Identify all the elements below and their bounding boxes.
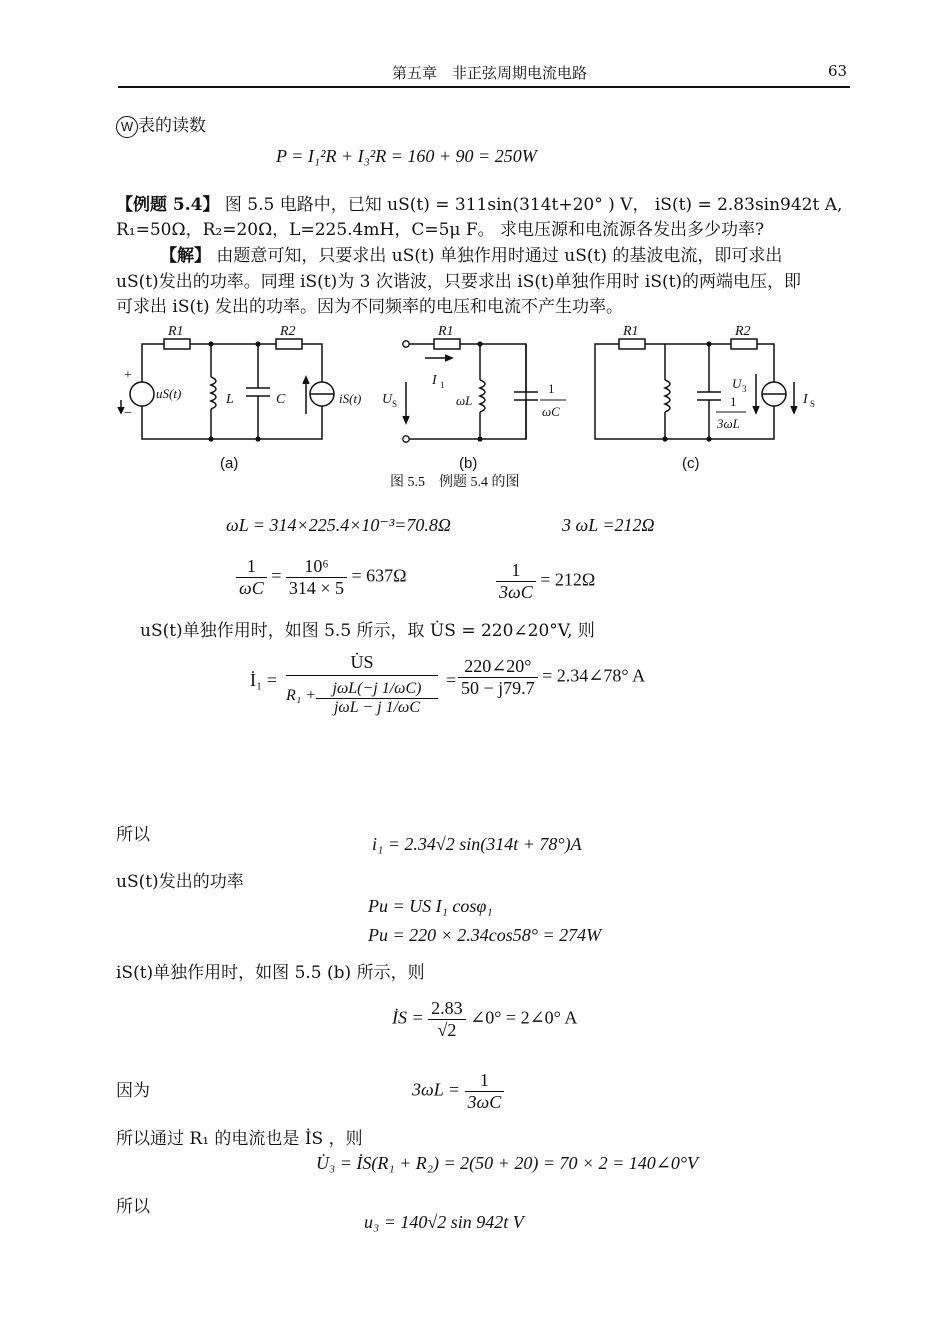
i1-lhs: İ₁ = [250,670,277,690]
res-lhs: 3ωL = [412,1079,461,1100]
label-c-a: C [276,392,286,407]
so-label-2: 所以 [116,1197,150,1217]
i1-result: = 2.34∠78° A [542,665,646,686]
label-wc-b: ωC [542,404,560,419]
resistor-r2-a [276,339,302,349]
page-number: 63 [828,62,848,80]
i1-mid-denominator: 50 − j79.7 [461,678,535,698]
resistor-r1-a [164,339,190,349]
i1-numerator: U̇S [286,652,438,676]
label-minus-a: − [124,406,132,421]
chapter-title: 第五章 非正弦周期电流电路 [392,64,588,82]
inductor-c [665,380,670,412]
i1-inner-denominator: jωL − j 1/ωC [333,699,420,716]
i1-mid-fraction [458,656,645,699]
i1-denominator [286,680,438,716]
header-rule [118,86,850,88]
pu-value: Pu = 220 × 2.34cos58° = 274W [368,925,602,945]
label-us-a: uS(t) [156,386,182,401]
example-line-1 [116,190,842,215]
label-r1-b: R1 [438,324,454,339]
power-equation: P = I₁²R + I₃²R = 160 + 90 = 250W [276,146,537,166]
i1-time-equation: i₁ = 2.34√2 sin(314t + 78°)A [372,834,582,854]
frac1-result: = 637Ω [351,565,407,586]
w3l-equation: 3 ωL =212Ω [562,515,655,535]
solution-line-1 [160,241,782,266]
label-u3-c: U [732,376,742,391]
is-lhs: İS = [392,1007,424,1028]
label-wl-b: ωL [456,393,473,408]
figure-caption: 图 5.5 例题 5.4 的图 [390,475,520,490]
reactance-c-equation: $\frac{1}{\omega C}$ = $\frac{\text{10⁶}}{314 \times 5}$ = 637Ω [236,556,407,599]
resistor-r2-c [731,339,757,349]
because-label: 因为 [116,1081,150,1101]
label-i1-b: I [432,373,437,388]
label-is-sub-c: S [810,399,816,409]
example-text-1: 图 5.5 电路中，已知 uS(t) = 311sin(314t+20° ) V， iS(t) = 2.83sin942t A, [224,195,843,215]
label-plus-a: + [124,368,132,383]
label-r2-a: R2 [280,324,296,339]
meter-reading-line [116,111,206,138]
is-result: ∠0° = 2∠0° A [470,1007,578,1028]
sub-label-c: (c) [682,455,700,472]
frac1-mid-denominator: 314 × 5 [288,578,345,598]
voltage-source-a [130,382,154,406]
is-numerator: 2.83 [428,998,466,1020]
label-i1-sub-b: 1 [440,380,445,390]
i1-equals: = [446,670,457,690]
frac2-denominator: 3ωC [499,582,533,602]
pu-formula: Pu = US I₁ cosφ₁ [368,896,493,916]
resistor-r1-b [434,339,460,349]
label-r2-c: R2 [735,324,751,339]
frac1-numerator: 1 [236,556,267,578]
so-label-1: 所以 [116,825,150,845]
label-3wl-c: 3ωL [717,416,740,431]
inductor-b [480,380,485,412]
solution-label: 【解】 [160,246,211,266]
label-one-b: 1 [548,381,555,396]
example-line-2: R₁=50Ω，R₂=20Ω，L=225.4mH，C=5μ F。 求电压源和电流源各发出多少功率? [116,220,765,240]
label-u3-sub-c: 3 [742,384,747,394]
i1-mid-numerator: 220∠20° [458,656,538,678]
frac1-denominator: ωC [239,578,264,598]
is-alone-line: iS(t)单独作用时，如图 5.5 (b) 所示，则 [116,963,425,983]
label-l-a: L [226,392,234,407]
frac2-numerator: 1 [496,560,536,582]
i1-fraction [286,652,438,716]
label-r1-c: R1 [623,324,639,339]
label-us-sub-b: S [392,399,398,409]
wl-equation: ωL = 314×225.4×10⁻³=70.8Ω [226,515,451,535]
res-numerator: 1 [465,1070,505,1092]
resistor-r1-c [619,339,645,349]
label-is-a: iS(t) [339,391,362,406]
is-denominator: √2 [437,1020,457,1040]
solution-line-2: uS(t)发出的功率。同理 iS(t)为 3 次谐波，只要求出 iS(t)单独作用时 iS(t)的两端电压，即 [116,272,802,292]
u3-equation: U̇₃ = İS(R₁ + R₂) = 2(50 + 20) = 70 × 2 = 140∠0°V [316,1153,699,1173]
reactance-3c-equation [496,560,595,603]
resonance-equation [412,1070,504,1113]
solution-line-3: 可求出 iS(t) 发出的功率。因为不同频率的电压和电流不产生功率。 [116,297,623,317]
label-us-b: U [382,392,393,407]
frac2-result: = 212Ω [540,569,596,590]
meter-text: 表的读数 [138,116,206,136]
us-power-label: uS(t)发出的功率 [116,872,244,892]
frac1-mid-numerator: 10⁶ [286,556,347,578]
i1-inner-numerator: jωL(−j 1/ωC) [316,680,438,699]
res-denominator: 3ωC [467,1092,502,1112]
is-equation [392,998,577,1041]
label-is-c: I [803,392,808,407]
r1-current-line: 所以通过 R₁ 的电流也是 İS ，则 [116,1129,363,1149]
circuit-figure [110,322,830,497]
example-label: 【例题 5.4】 [116,195,220,215]
u3-time-equation: u₃ = 140√2 sin 942t V [364,1212,524,1232]
i1-r1: R₁ + [286,687,317,704]
us-alone-line: uS(t)单独作用时，如图 5.5 所示，取 U̇S = 220∠20°V, 则 [140,621,595,641]
wattmeter-icon: W [116,116,138,138]
circuit-c-frame [595,344,774,439]
sub-label-b: (b) [459,455,478,472]
label-one-c: 1 [730,394,737,409]
inductor-a [211,377,216,409]
sub-label-a: (a) [220,455,239,472]
circuit-b-frame [407,344,526,439]
solution-text-1: 由题意可知，只要求出 uS(t) 单独作用时通过 uS(t) 的基波电流，即可求出 [216,246,783,266]
label-r1-a: R1 [168,324,184,339]
